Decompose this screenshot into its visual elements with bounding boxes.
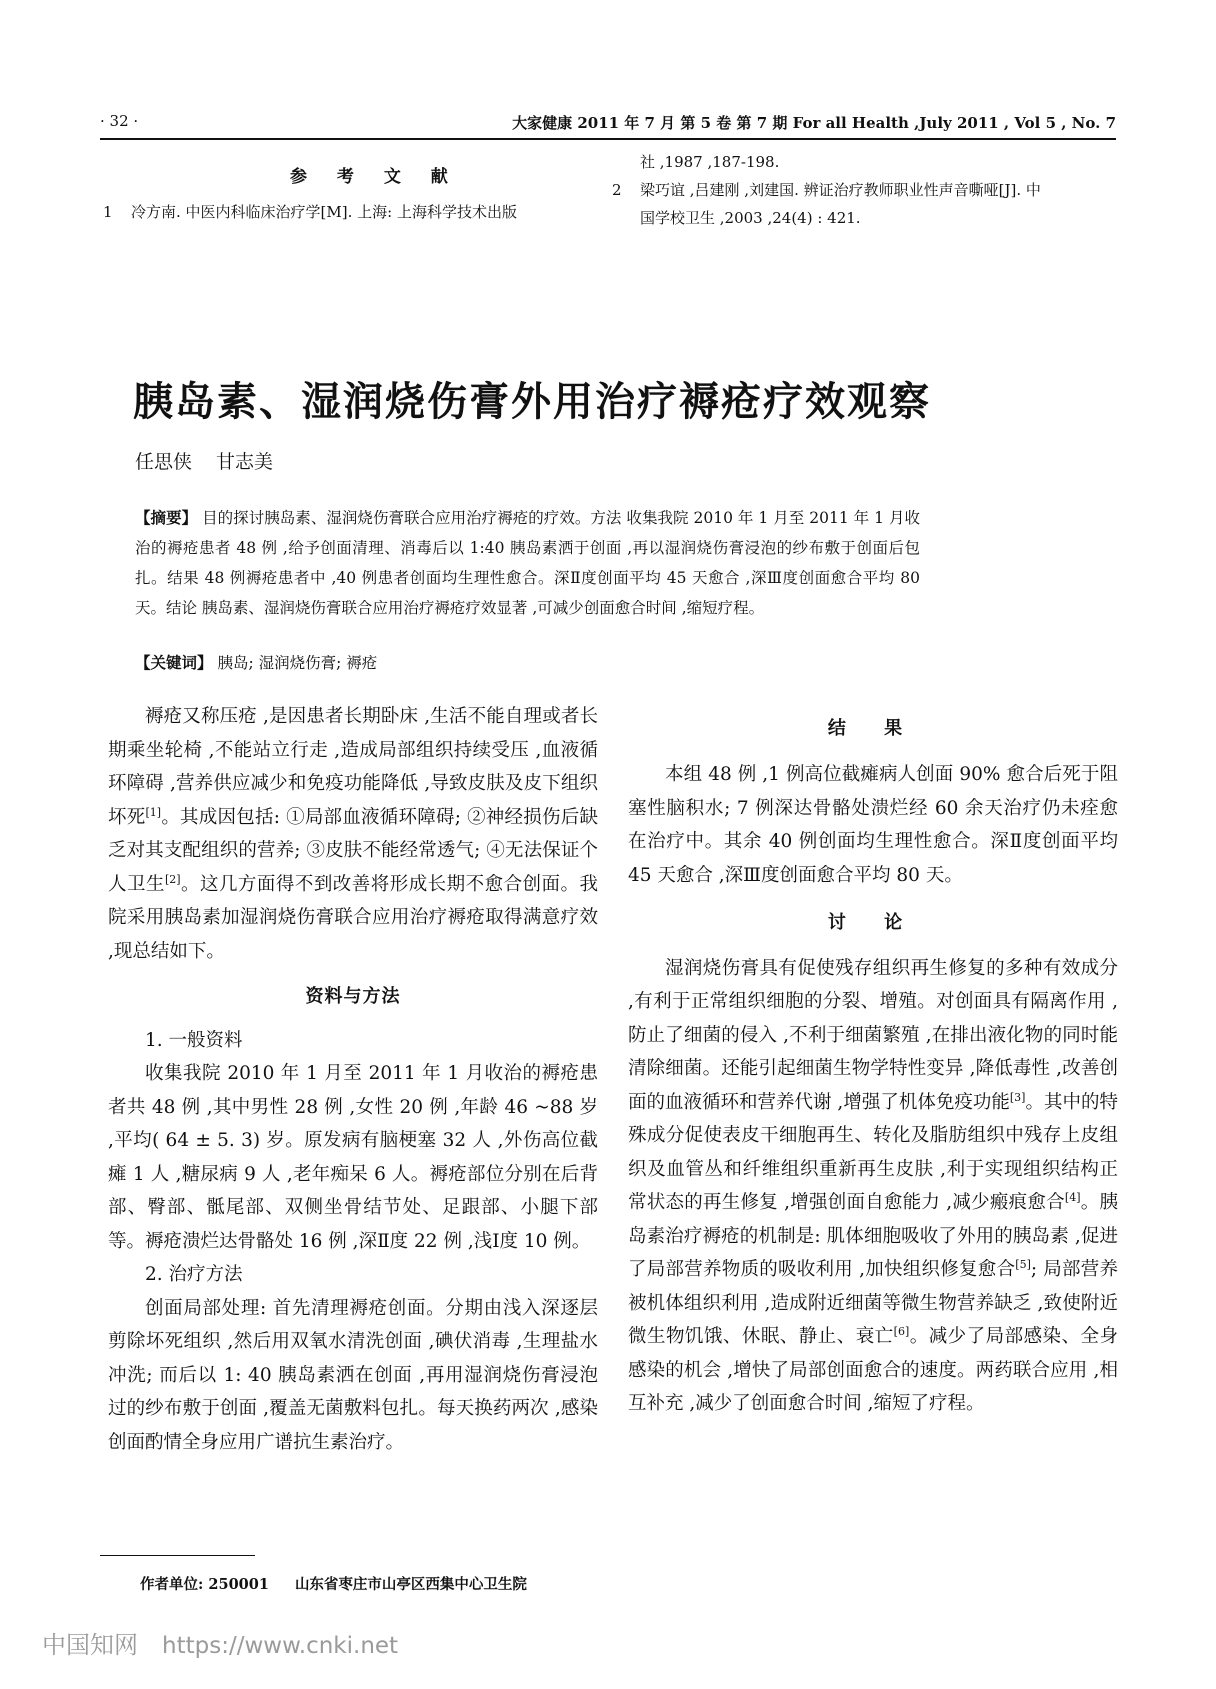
citation-4: [4] — [1064, 1190, 1081, 1204]
left-column — [108, 700, 598, 1459]
results-paragraph: 本组 48 例 ,1 例高位截瘫病人创面 90% 愈合后死于阻塞性脑积水; 7 例深达骨骼处溃烂经 60 余天治疗仍未痊愈在治疗中。其余 40 例创面均生理性愈合。深Ⅱ度创面平均 45 天愈合 ,深Ⅲ度创面愈合平均 80 天。 — [628, 764, 1118, 886]
keywords-text: 胰岛; 湿润烧伤膏; 褥疮 — [217, 654, 378, 672]
right-column — [628, 758, 1118, 1421]
reference-1-cont: 社 ,1987 ,187-198. — [640, 153, 780, 171]
subsection-treatment-heading: 2. 治疗方法 — [145, 1264, 243, 1285]
discussion-paragraph: 湿润烧伤膏具有促使残存组织再生修复的多种有效成分 ,有利于正常组织细胞的分裂、增殖。对创面具有隔离作用 ,防止了细菌的侵入 ,不利于细菌繁殖 ,在排出液化物的同时能清除细菌。还能引起细菌生物学特性变异 ,降低毒性 ,改善创面的血液循环和营养代谢 ,增强了机体免疫功能[3]。其中的特殊成分促使表皮干细胞再生、转化及脂肪组织中残存上皮组织及血管丛和纤维组织重新再生皮肤 ,利于实现组织结构正常状态的再生修复 ,增强创面自愈能力 ,减少瘢痕愈合[4]。胰岛素治疗褥疮的机制是: 肌体细胞吸收了外用的胰岛素 ,促进了局部营养物质的吸收利用 ,加快组织修复愈合[5]; 局部营养被机体组织利用 ,造成附近细菌等微生物营养缺乏 ,致使附近微生物饥饿、休眠、静止、衰亡[6]。减少了局部感染、全身感染的机会 ,增快了局部创面愈合的速度。两药联合应用 ,相互补充 ,减少了创面愈合时间 ,缩短了疗程。 — [628, 957, 1118, 1414]
keywords-label: 【关键词】 — [135, 653, 213, 672]
watermark-url[interactable]: https://www.cnki.net — [162, 1633, 399, 1659]
citation-3: [3] — [1009, 1090, 1026, 1104]
abstract-label: 【摘要】 — [135, 508, 198, 527]
references-title: 参 考 文 献 — [290, 167, 460, 187]
citation-1: [1] — [145, 805, 162, 819]
abstract — [135, 503, 920, 623]
page-number: · 32 · — [100, 112, 139, 130]
citation-5: [5] — [1015, 1257, 1031, 1271]
watermark-brand: 中国知网 — [42, 1631, 138, 1659]
section-discussion-heading: 讨 论 — [827, 912, 919, 933]
author-affiliation-footnote — [140, 1573, 527, 1594]
article-title: 胰岛素、湿润烧伤膏外用治疗褥疮疗效观察 — [133, 379, 931, 425]
reference-2: 2 梁巧谊 ,吕建刚 ,刘建国. 辨证治疗教师职业性声音嘶哑[J]. 中 — [612, 181, 1041, 199]
citation-2: [2] — [164, 872, 181, 886]
cnki-watermark — [42, 1625, 398, 1660]
header-rule — [100, 138, 1116, 140]
reference-2-cont: 国学校卫生 ,2003 ,24(4) : 421. — [640, 209, 861, 227]
general-paragraph: 收集我院 2010 年 1 月至 2011 年 1 月收治的褥疮患者共 48 例 ,其中男性 28 例 ,女性 20 例 ,年龄 46 ~88 岁 ,平均( 64 ± 5. 3) 岁。原发病有脑梗塞 32 人 ,外伤高位截瘫 1 人 ,糖尿病 9 人 ,老年痴呆 6 人。褥疮部位分别在后背部、臀部、骶尾部、双侧坐骨结节处、足跟部、小腿下部等。褥疮溃烂达骨骼处 16 例 ,深Ⅱ度 22 例 ,浅Ⅰ度 10 例。 — [108, 1063, 598, 1252]
abstract-text: 目的探讨胰岛素、湿润烧伤膏联合应用治疗褥疮的疗效。方法 收集我院 2010 年 1 月至 2011 年 1 月收治的褥疮患者 48 例 ,给予创面清理、消毒后以 1:40 胰岛素洒于创面 ,再以湿润烧伤膏浸泡的纱布敷于创面后包扎。结果 48 例褥疮患者中 ,40 例患者创面均生理性愈合。深Ⅱ度创面平均 45 天愈合 ,深Ⅲ度创面愈合平均 80 天。结论 胰岛素、湿润烧伤膏联合应用治疗褥疮疗效显著 ,可减少创面愈合时间 ,缩短疗程。 — [135, 509, 920, 617]
footnote-affiliation: 山东省枣庄市山亭区西集中心卫生院 — [294, 1576, 527, 1593]
footnote-rule — [100, 1555, 255, 1556]
subsection-general-heading: 1. 一般资料 — [145, 1029, 243, 1051]
authors: 任思侠 甘志美 — [135, 451, 274, 473]
reference-1: 1 冷方南. 中医内科临床治疗学[M]. 上海: 上海科学技术出版 — [103, 203, 517, 221]
journal-header: 大家健康 2011 年 7 月 第 5 卷 第 7 期 For all Health ,July 2011 , Vol 5 , No. 7 — [512, 114, 1116, 132]
section-results-heading: 结 果 — [827, 718, 919, 739]
treatment-paragraph: 创面局部处理: 首先清理褥疮创面。分期由浅入深逐层剪除坏死组织 ,然后用双氧水清洗创面 ,碘伏消毒 ,生理盐水冲洗; 而后以 1: 40 胰岛素洒在创面 ,再用湿润烧伤膏浸泡过的纱布敷于创面 ,覆盖无菌敷料包扎。每天换药两次 ,感染创面酌情全身应用广谱抗生素治疗。 — [108, 1297, 598, 1453]
intro-paragraph: 褥疮又称压疮 ,是因患者长期卧床 ,生活不能自理或者长期乘坐轮椅 ,不能站立行走 ,造成局部组织持续受压 ,血液循环障碍 ,营养供应减少和免疫功能降低 ,导致皮肤及皮下组织坏死[1]。其成因包括: ①局部血液循环障碍; ②神经损伤后缺乏对其支配组织的营养; ③皮肤不能经常透气; ④无法保证个人卫生[2]。这几方面得不到改善将形成长期不愈合创面。我院采用胰岛素加湿润烧伤膏联合应用治疗褥疮取得满意疗效 ,现总结如下。 — [108, 706, 598, 962]
footnote-label: 作者单位: 250001 — [140, 1576, 269, 1593]
section-methods-heading: 资料与方法 — [305, 986, 401, 1007]
citation-6: [6] — [893, 1324, 910, 1338]
keywords — [135, 648, 920, 678]
